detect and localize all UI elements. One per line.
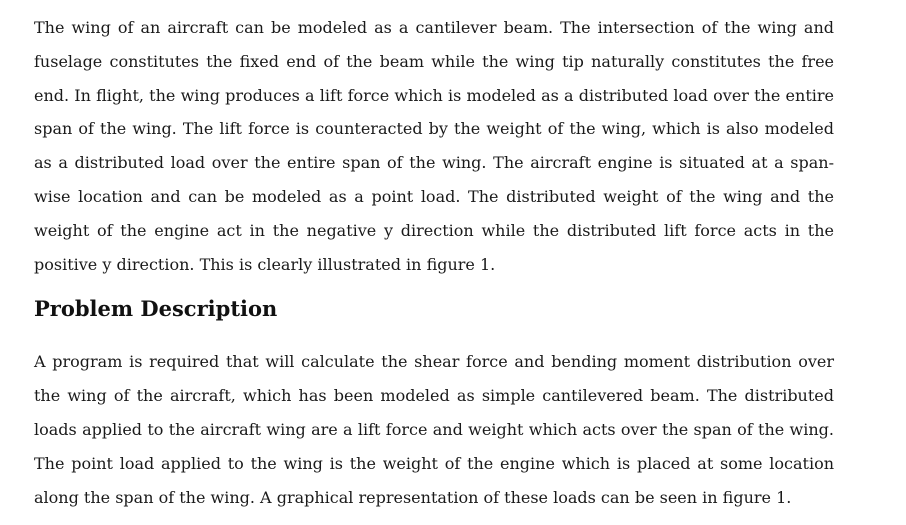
document-page (34, 0, 834, 514)
section-heading-wrapper (34, 295, 834, 323)
intro-paragraph: The wing of an aircraft can be modeled as a cantilever beam. The intersection of the wing and fuselage constitutes the fixed end of the beam while the wing tip naturally constitutes the free end. In flight, the wing produces a lift force which is modeled as a distributed load over the entire span of the wing. The lift force is counteracted by the weight of the wing, which is also modeled as a distributed load over the entire span of the wing. The aircraft engine is situated at a span-wise location and can be modeled as a point load. The distributed weight of the wing and the weight of the engine act in the negative y direction while the distributed lift force acts in the positive y direction. This is clearly illustrated in figure 1. (34, 18, 834, 274)
problem-description-paragraph: A program is required that will calculate the shear force and bending moment distribution over the wing of the aircraft, which has been modeled as simple cantilevered beam. The distributed loads applied to the aircraft wing are a lift force and weight which acts over the span of the wing. The point load applied to the wing is the weight of the engine which is placed at some location along the span of the wing. A graphical representation of these loads can be seen in figure 1. (34, 352, 834, 507)
section-heading: Problem Description (34, 296, 278, 322)
